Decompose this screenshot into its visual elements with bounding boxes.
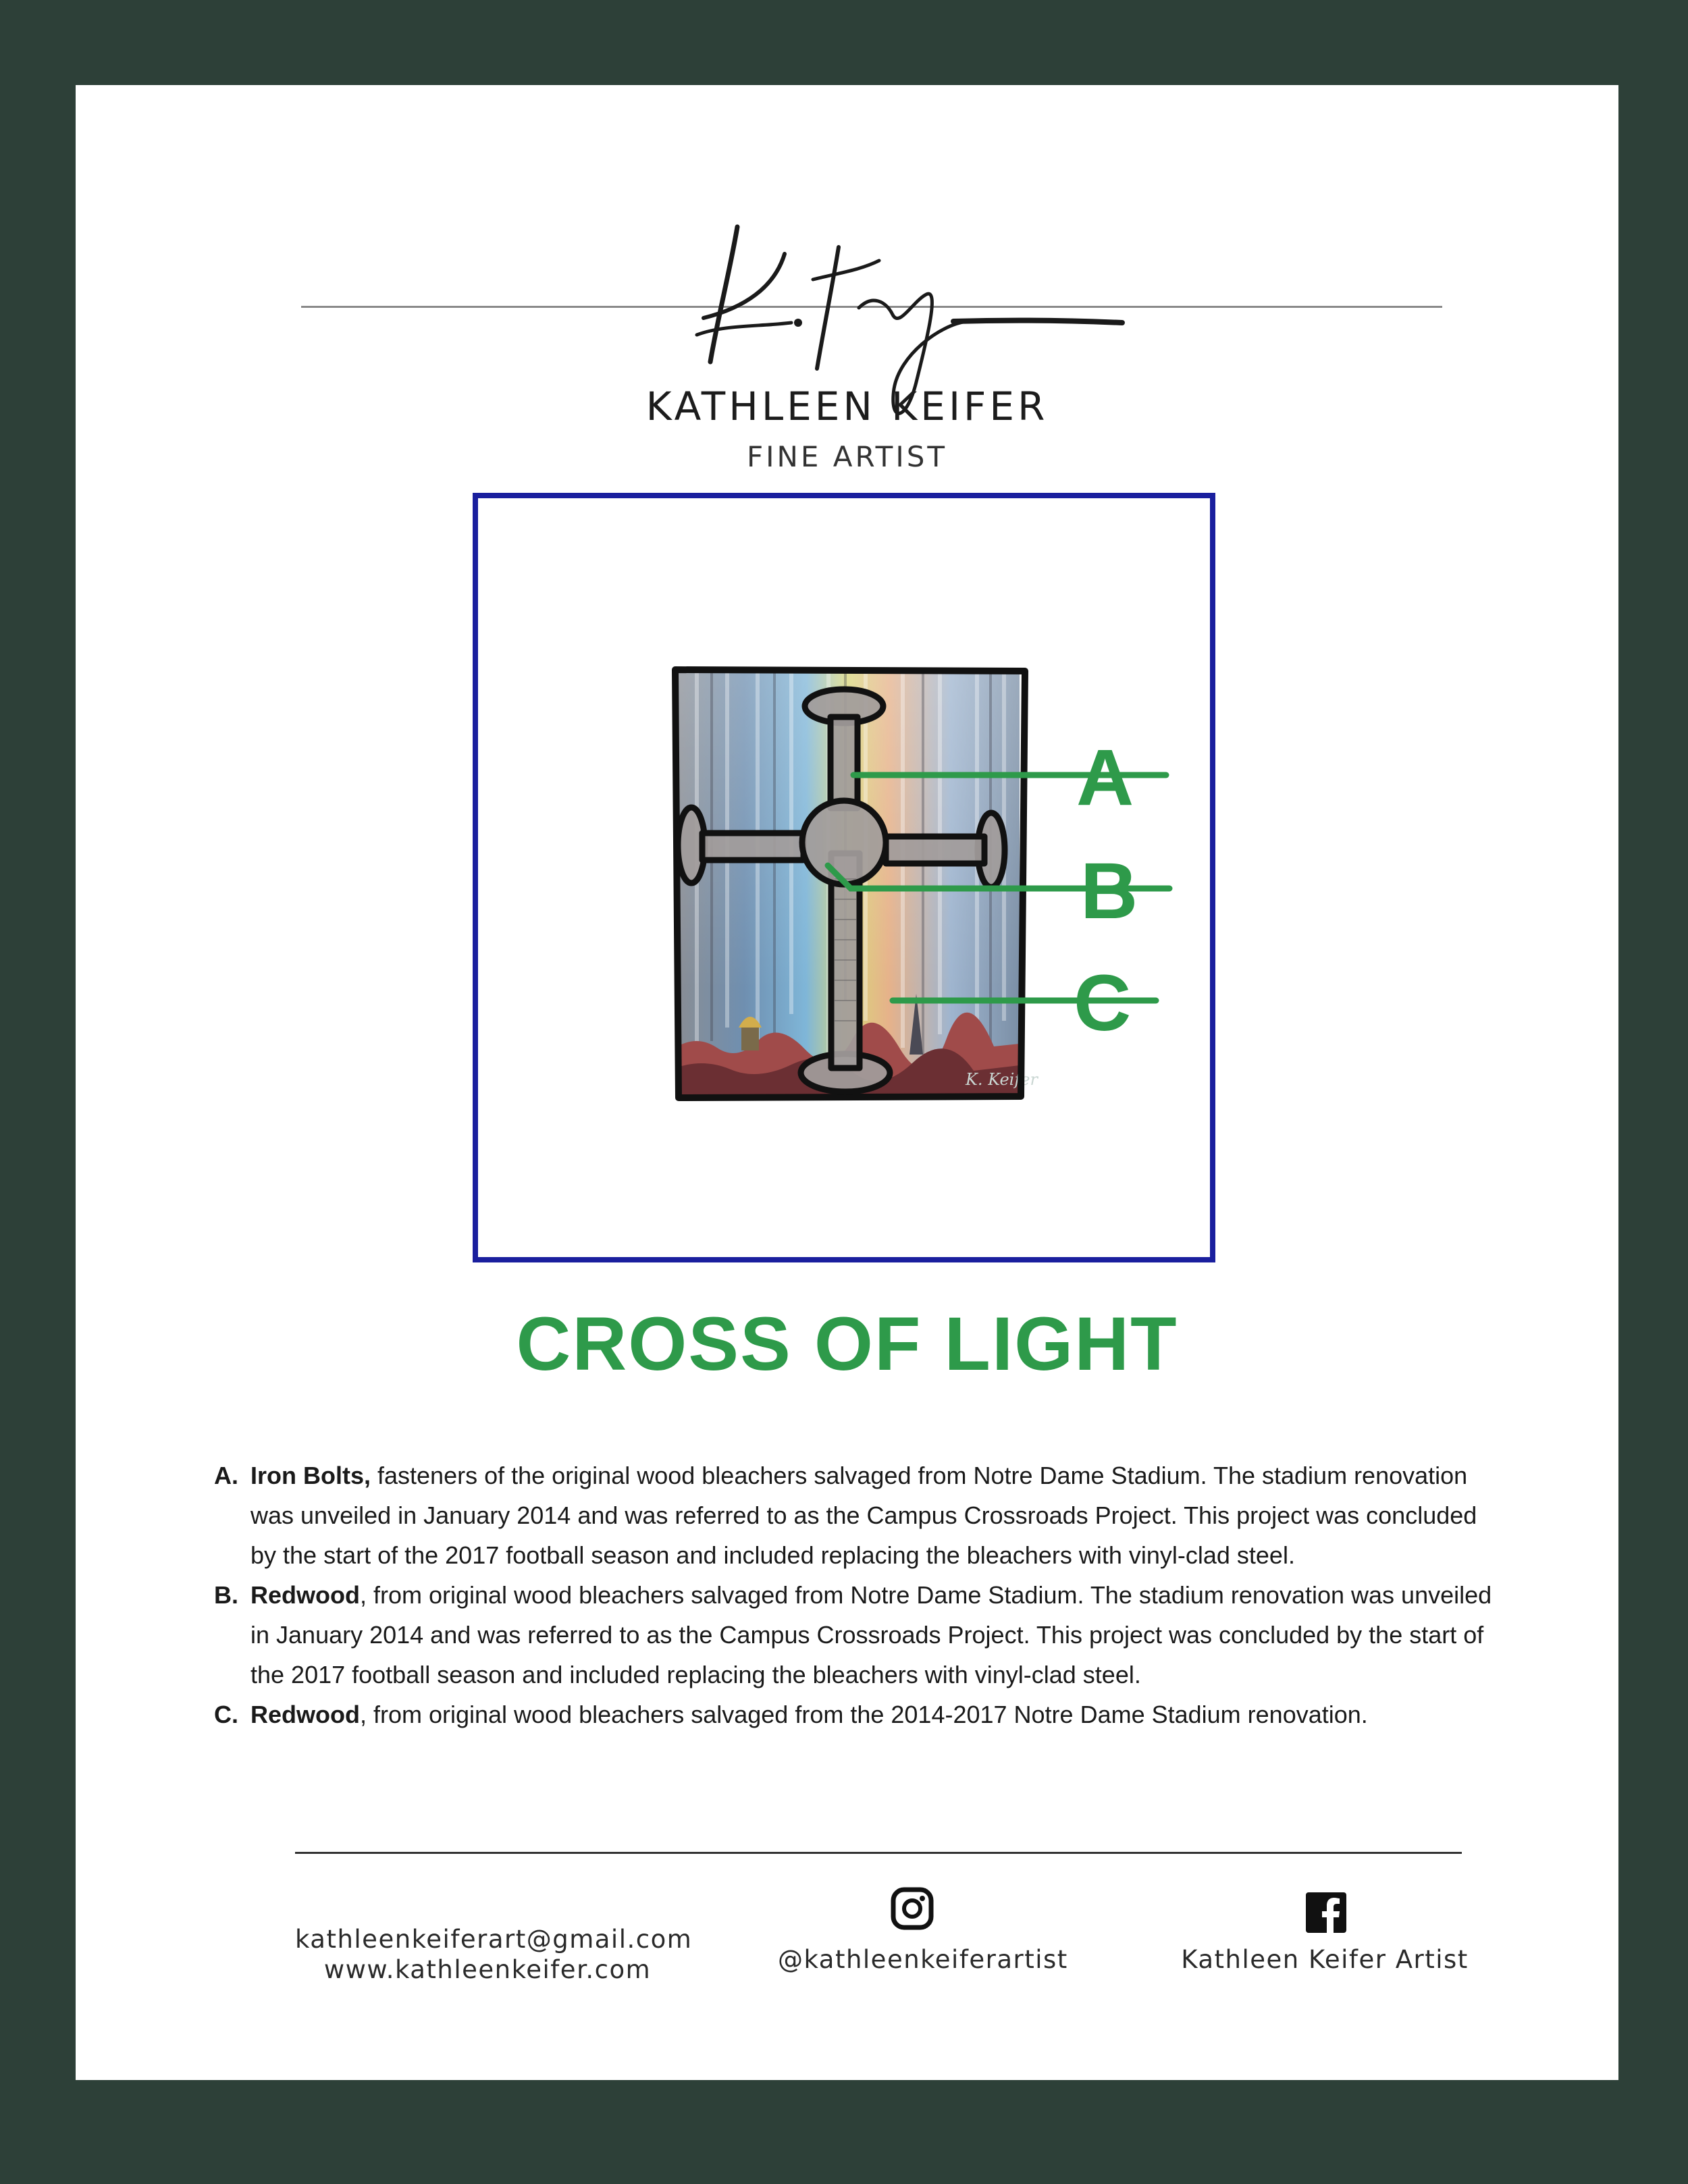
footer-divider: [295, 1852, 1462, 1854]
label-c: C: [1074, 959, 1132, 1048]
canvas-signature: K. Keifer: [966, 1070, 1038, 1089]
description-item-a: [214, 1456, 1497, 1575]
artist-name: KATHLEEN KEIFER: [645, 383, 1049, 429]
material-term: Iron Bolts,: [250, 1462, 371, 1489]
annotated-artwork: [589, 582, 1173, 1257]
list-marker: A.: [214, 1462, 238, 1489]
website-link[interactable]: www.kathleenkeifer.com: [323, 1955, 652, 1984]
list-marker: B.: [214, 1581, 238, 1609]
material-description: , from original wood bleachers salvaged from Notre Dame Stadium. The stadium renovation was unveiled in January 2014 and was referred to as the Campus Crossroads Project. This project was concluded by the start of the 2017 football season and included replacing the bleachers with vinyl-clad steel.: [250, 1581, 1492, 1688]
document-page: [76, 85, 1618, 2080]
facebook-icon[interactable]: [1306, 1892, 1346, 1933]
artist-title: FINE ARTIST: [746, 440, 948, 473]
description-item-c: [214, 1695, 1497, 1734]
label-a: A: [1076, 733, 1134, 822]
description-list: [214, 1456, 1497, 1734]
instagram-handle[interactable]: @kathleenkeiferartist: [778, 1945, 1068, 1974]
material-term: Redwood: [250, 1581, 360, 1609]
contact-email[interactable]: kathleenkeiferart@gmail.com: [295, 1925, 693, 1954]
description-item-b: [214, 1575, 1497, 1695]
facebook-page-name[interactable]: Kathleen Keifer Artist: [1181, 1945, 1469, 1974]
artwork-title: CROSS OF LIGHT: [516, 1302, 1178, 1386]
material-description: , from original wood bleachers salvaged from the 2014-2017 Notre Dame Stadium renovation.: [359, 1701, 1368, 1728]
label-b: B: [1080, 847, 1138, 936]
instagram-icon[interactable]: [890, 1886, 934, 1931]
material-term: Redwood: [250, 1701, 360, 1728]
list-marker: C.: [214, 1701, 238, 1728]
material-description: fasteners of the original wood bleachers salvaged from Notre Dame Stadium. The stadium renovation was unveiled in January 2014 and was referred to as the Campus Crossroads Project. This project was concluded by the start of the 2017 football season and included replacing the bleachers with vinyl-clad steel.: [250, 1462, 1477, 1569]
